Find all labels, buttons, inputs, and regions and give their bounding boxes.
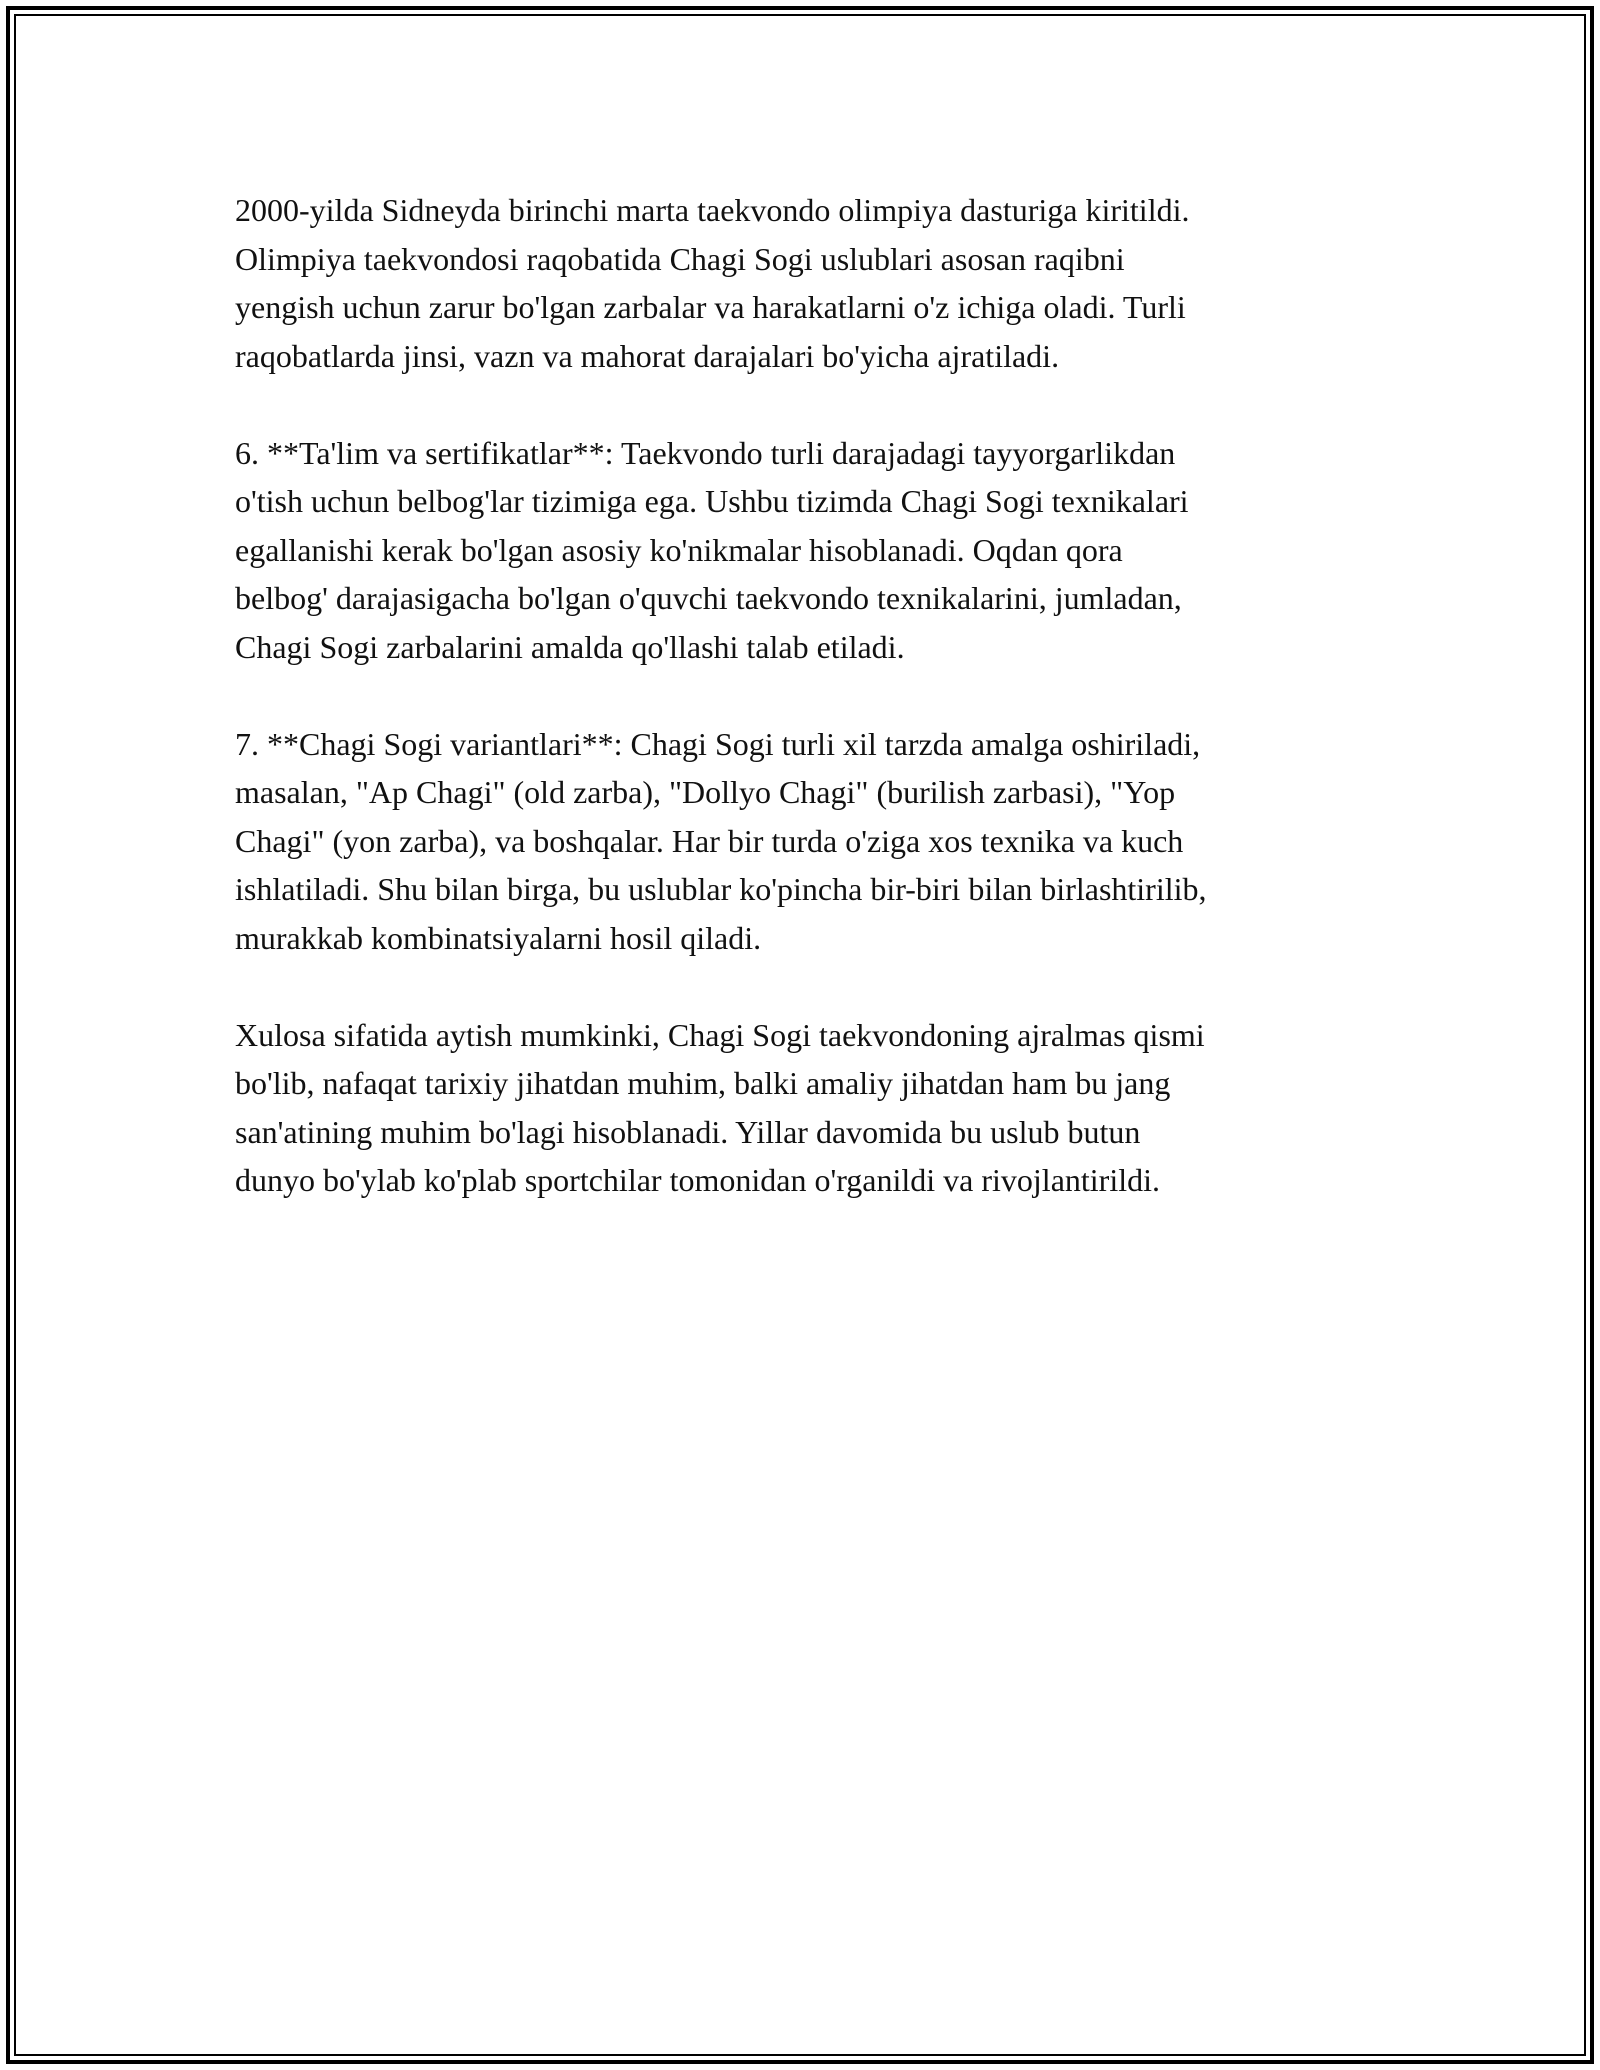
paragraph-olympics: 2000-yilda Sidneyda birinchi marta taekvondo olimpiya dasturiga kiritildi. Olimpiya taekvondosi raqobatida Chagi Sogi uslublari asosan raqibni yengish uchun zarur bo'lgan zarbalar va harakatlarni o'z ichiga oladi. Turli raqobatlarda jinsi, vazn va mahorat darajalari bo'yicha ajratiladi. (235, 192, 1190, 374)
document-body (235, 186, 1365, 1253)
paragraph-chagi-sogi-variants: 7. **Chagi Sogi variantlari**: Chagi Sogi turli xil tarzda amalga oshiriladi, masalan, "Ap Chagi" (old zarba), "Dollyo Chagi" (burilish zarbasi), "Yop Chagi" (yon zarba), va boshqalar. Har bir turda o'ziga xos texnika va kuch ishlatiladi. Shu bilan birga, bu uslublar ko'pincha bir-biri bilan birlashtirilib, murakkab kombinatsiyalarni hosil qiladi. (235, 725, 1207, 956)
paragraph-training-certification: 6. **Ta'lim va sertifikatlar**: Taekvondo turli darajadagi tayyorgarlikdan o'tish uchun belbog'lar tizimiga ega. Ushbu tizimda Chagi Sogi texnikalari egallanishi kerak bo'lgan asosiy ko'nikmalar hisoblanadi. Oqdan qora belbog' darajasigacha bo'lgan o'quvchi taekvondo texnikalarini, jumladan, Chagi Sogi zarbalarini amalda qo'llashi talab etiladi. (235, 434, 1189, 665)
paragraph-conclusion: Xulosa sifatida aytish mumkinki, Chagi Sogi taekvondoning ajralmas qismi bo'lib, nafaqat tarixiy jihatdan muhim, balki amaliy jihatdan ham bu jang san'atining muhim bo'lagi hisoblanadi. Yillar davomida bu uslub butun dunyo bo'ylab ko'plab sportchilar tomonidan o'rganildi va rivojlantirildi. (235, 1016, 1205, 1198)
